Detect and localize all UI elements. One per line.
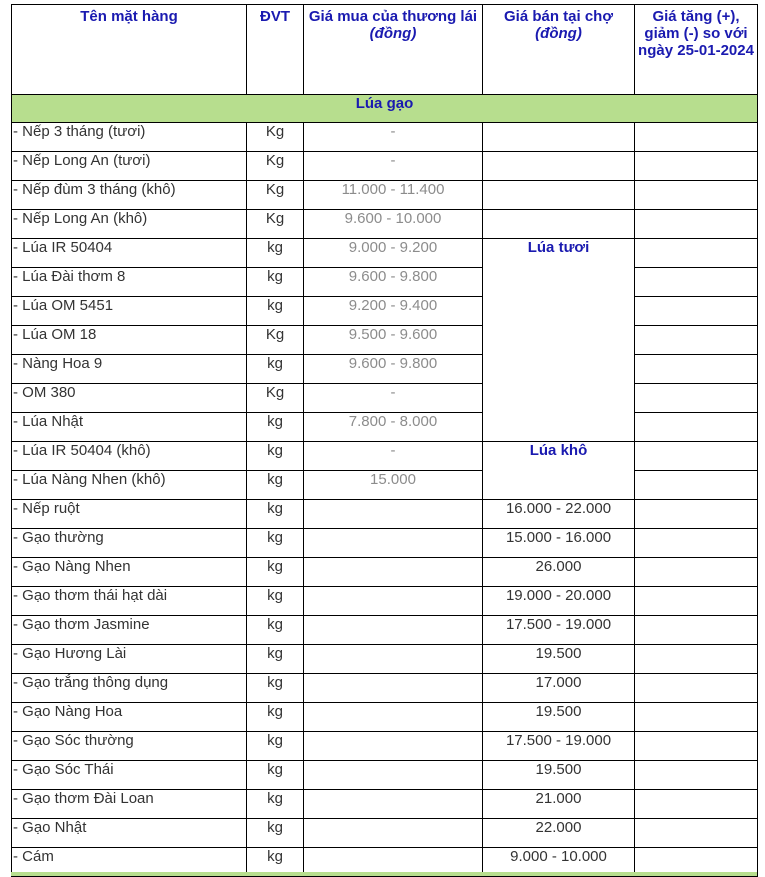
item-unit: kg — [247, 616, 304, 645]
item-name: - Gạo Nàng Nhen — [12, 558, 247, 587]
item-unit: kg — [247, 500, 304, 529]
item-sell-price — [483, 123, 635, 152]
item-name: - Nếp Long An (tươi) — [12, 152, 247, 181]
section-title: Lúa gạo — [12, 95, 758, 123]
table-row — [12, 761, 758, 790]
item-unit: kg — [247, 848, 304, 877]
table-row — [12, 674, 758, 703]
item-name: - Lúa OM 5451 — [12, 297, 247, 326]
item-name: - Lúa Nhật — [12, 413, 247, 442]
item-price-change — [635, 326, 758, 355]
item-name: - Gạo Sóc thường — [12, 732, 247, 761]
item-unit: Kg — [247, 210, 304, 239]
table-row — [12, 732, 758, 761]
table-row — [12, 558, 758, 587]
item-buy-price — [304, 732, 483, 761]
table-row — [12, 355, 758, 384]
item-buy-price — [304, 761, 483, 790]
table-row — [12, 297, 758, 326]
item-name: - Lúa Nàng Nhen (khô) — [12, 471, 247, 500]
table-row — [12, 529, 758, 558]
item-buy-price — [304, 819, 483, 848]
table-row — [12, 500, 758, 529]
merged-label-dry: Lúa khô — [483, 442, 635, 500]
item-price-change — [635, 471, 758, 500]
item-unit: kg — [247, 732, 304, 761]
item-buy-price: 9.000 - 9.200 — [304, 239, 483, 268]
item-unit: kg — [247, 587, 304, 616]
merged-label-fresh: Lúa tươi — [483, 239, 635, 442]
table-row — [12, 268, 758, 297]
item-unit: kg — [247, 442, 304, 471]
item-buy-price — [304, 500, 483, 529]
item-buy-price: 9.200 - 9.400 — [304, 297, 483, 326]
item-sell-price: 17.000 — [483, 674, 635, 703]
item-unit: kg — [247, 761, 304, 790]
item-price-change — [635, 442, 758, 471]
item-price-change — [635, 355, 758, 384]
item-buy-price — [304, 529, 483, 558]
item-buy-price — [304, 616, 483, 645]
item-name: - Gạo Nhật — [12, 819, 247, 848]
item-price-change — [635, 500, 758, 529]
price-table — [11, 4, 758, 877]
table-row — [12, 616, 758, 645]
item-unit: kg — [247, 471, 304, 500]
item-sell-price: 21.000 — [483, 790, 635, 819]
header-name: Tên mặt hàng — [12, 5, 247, 95]
item-name: - Nếp ruột — [12, 500, 247, 529]
item-price-change — [635, 645, 758, 674]
item-name: - Lúa Đài thơm 8 — [12, 268, 247, 297]
table-row — [12, 239, 758, 268]
item-name: - OM 380 — [12, 384, 247, 413]
item-sell-price: 17.500 - 19.000 — [483, 616, 635, 645]
item-price-change — [635, 210, 758, 239]
table-row — [12, 819, 758, 848]
item-unit: kg — [247, 703, 304, 732]
item-unit: kg — [247, 645, 304, 674]
table-row — [12, 152, 758, 181]
item-name: - Nàng Hoa 9 — [12, 355, 247, 384]
item-name: - Gạo trắng thông dụng — [12, 674, 247, 703]
item-buy-price — [304, 703, 483, 732]
item-sell-price: 16.000 - 22.000 — [483, 500, 635, 529]
section-row — [12, 95, 758, 123]
item-unit: kg — [247, 790, 304, 819]
table-row — [12, 587, 758, 616]
item-name: - Nếp 3 tháng (tươi) — [12, 123, 247, 152]
item-name: - Nếp Long An (khô) — [12, 210, 247, 239]
item-price-change — [635, 152, 758, 181]
item-sell-price — [483, 181, 635, 210]
item-buy-price: 9.600 - 9.800 — [304, 355, 483, 384]
item-buy-price: - — [304, 442, 483, 471]
item-unit: kg — [247, 529, 304, 558]
item-price-change — [635, 239, 758, 268]
table-row — [12, 790, 758, 819]
item-price-change — [635, 297, 758, 326]
item-name: - Lúa OM 18 — [12, 326, 247, 355]
header-sell-price: Giá bán tại chợ (đồng) — [483, 5, 635, 95]
item-unit: kg — [247, 819, 304, 848]
item-buy-price — [304, 587, 483, 616]
item-sell-price: 19.500 — [483, 645, 635, 674]
item-buy-price — [304, 790, 483, 819]
item-buy-price: - — [304, 384, 483, 413]
table-row — [12, 123, 758, 152]
table-row — [12, 326, 758, 355]
item-buy-price: 15.000 — [304, 471, 483, 500]
table-row — [12, 384, 758, 413]
item-unit: kg — [247, 558, 304, 587]
item-buy-price — [304, 558, 483, 587]
table-row — [12, 181, 758, 210]
header-row — [12, 5, 758, 95]
item-unit: Kg — [247, 152, 304, 181]
item-buy-price: 11.000 - 11.400 — [304, 181, 483, 210]
table-row — [12, 703, 758, 732]
item-name: - Lúa IR 50404 (khô) — [12, 442, 247, 471]
item-price-change — [635, 558, 758, 587]
header-price-change: Giá tăng (+), giảm (-) so với ngày 25-01-2024 — [635, 5, 758, 95]
item-unit: Kg — [247, 326, 304, 355]
item-price-change — [635, 819, 758, 848]
item-buy-price — [304, 645, 483, 674]
item-sell-price — [483, 152, 635, 181]
item-unit: kg — [247, 413, 304, 442]
table-row — [12, 442, 758, 471]
item-price-change — [635, 384, 758, 413]
item-buy-price: - — [304, 123, 483, 152]
item-sell-price: 19.500 — [483, 703, 635, 732]
item-price-change — [635, 529, 758, 558]
item-unit: kg — [247, 355, 304, 384]
item-name: - Gạo Nàng Hoa — [12, 703, 247, 732]
item-sell-price: 9.000 - 10.000 — [483, 848, 635, 877]
header-buy-price: Giá mua của thương lái (đồng) — [304, 5, 483, 95]
item-price-change — [635, 587, 758, 616]
header-unit: ĐVT — [247, 5, 304, 95]
table-row — [12, 645, 758, 674]
item-sell-price: 15.000 - 16.000 — [483, 529, 635, 558]
item-buy-price — [304, 674, 483, 703]
item-name: - Nếp đùm 3 tháng (khô) — [12, 181, 247, 210]
item-name: - Gạo Sóc Thái — [12, 761, 247, 790]
table-row — [12, 471, 758, 500]
item-unit: kg — [247, 297, 304, 326]
item-unit: kg — [247, 239, 304, 268]
item-name: - Gạo thơm Jasmine — [12, 616, 247, 645]
item-name: - Gạo thơm Đài Loan — [12, 790, 247, 819]
item-price-change — [635, 732, 758, 761]
item-price-change — [635, 761, 758, 790]
item-sell-price: 19.500 — [483, 761, 635, 790]
item-buy-price: 7.800 - 8.000 — [304, 413, 483, 442]
item-price-change — [635, 123, 758, 152]
item-price-change — [635, 181, 758, 210]
item-unit: kg — [247, 674, 304, 703]
section-bar-bottom — [11, 872, 757, 876]
item-sell-price: 17.500 - 19.000 — [483, 732, 635, 761]
item-buy-price: 9.500 - 9.600 — [304, 326, 483, 355]
item-sell-price — [483, 210, 635, 239]
table-row — [12, 413, 758, 442]
item-buy-price: 9.600 - 10.000 — [304, 210, 483, 239]
item-price-change — [635, 790, 758, 819]
item-name: - Cám — [12, 848, 247, 877]
item-unit: Kg — [247, 181, 304, 210]
item-sell-price: 26.000 — [483, 558, 635, 587]
item-price-change — [635, 674, 758, 703]
item-buy-price: - — [304, 152, 483, 181]
item-buy-price: 9.600 - 9.800 — [304, 268, 483, 297]
table-row — [12, 210, 758, 239]
item-price-change — [635, 268, 758, 297]
item-sell-price: 19.000 - 20.000 — [483, 587, 635, 616]
item-name: - Gạo Hương Lài — [12, 645, 247, 674]
item-price-change — [635, 703, 758, 732]
item-name: - Gạo thơm thái hạt dài — [12, 587, 247, 616]
item-price-change — [635, 413, 758, 442]
item-price-change — [635, 616, 758, 645]
item-sell-price: 22.000 — [483, 819, 635, 848]
item-name: - Gạo thường — [12, 529, 247, 558]
item-name: - Lúa IR 50404 — [12, 239, 247, 268]
item-unit: Kg — [247, 123, 304, 152]
item-unit: kg — [247, 268, 304, 297]
item-unit: Kg — [247, 384, 304, 413]
